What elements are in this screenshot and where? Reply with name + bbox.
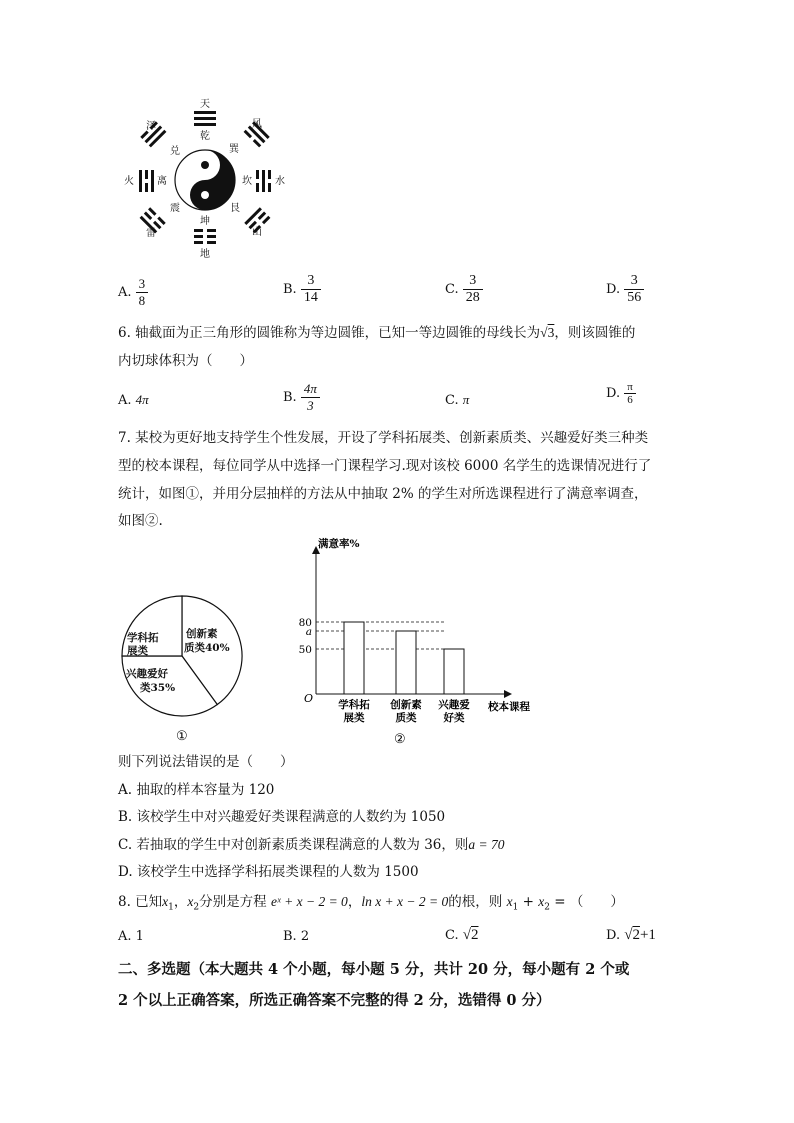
label-kan: 坎 bbox=[242, 176, 252, 187]
fraction: $\frac{3}{8}$ bbox=[136, 276, 149, 309]
pie-label-0-line1: 学科拓 bbox=[127, 632, 159, 644]
bar-2 bbox=[444, 649, 464, 694]
pie-label-0-line2: 展类 bbox=[127, 645, 148, 657]
label-zhen: 震 bbox=[170, 203, 180, 214]
pie-label-2-line2: 类35% bbox=[140, 682, 176, 694]
bar-0 bbox=[344, 622, 364, 694]
q5-option-a[interactable]: A. $\frac{3}{8}$ bbox=[118, 276, 148, 309]
q7-stem-line3: 统计，如图①，并用分层抽样的方法从中抽取 2% 的学生对所选课程进行了满意率调查， bbox=[118, 486, 648, 502]
pie-chart bbox=[118, 594, 248, 744]
q6-option-d[interactable]: D. $\frac{\pi}{6}$ bbox=[606, 381, 636, 406]
fraction: $\frac{3}{28}$ bbox=[463, 273, 483, 306]
pie-label-1-line1: 创新素 bbox=[186, 628, 218, 640]
q8-option-a[interactable]: A. 1 bbox=[118, 929, 144, 944]
bagua-figure bbox=[120, 92, 295, 262]
q5-option-d[interactable]: D. $\frac{3}{56}$ bbox=[606, 273, 644, 306]
category-label-2-line2: 好类 bbox=[443, 712, 465, 724]
label-shan: 山 bbox=[252, 227, 262, 238]
q7-option-d[interactable]: D. 该校学生中选择学科拓展类课程的人数为 1500 bbox=[118, 864, 419, 880]
section-heading-line2: 2 个以上正确答案，所选正确答案不完整的得 2 分，选错得 0 分） bbox=[118, 992, 551, 1009]
pie-label-1-line2: 质类40% bbox=[184, 642, 230, 654]
label-qian: 乾 bbox=[200, 131, 210, 142]
fraction: $\frac{3}{14}$ bbox=[301, 273, 321, 306]
y-tick-label-0: 80 bbox=[298, 617, 312, 629]
label-gen: 艮 bbox=[230, 203, 240, 214]
fraction: $\frac{4\pi}{3}$ bbox=[301, 381, 320, 414]
q8-option-d[interactable]: D. √2+1 bbox=[606, 927, 656, 943]
trigram-li bbox=[139, 170, 154, 192]
q6-option-b[interactable]: B. $\frac{4\pi}{3}$ bbox=[283, 381, 320, 414]
origin-label: O bbox=[304, 692, 314, 705]
fraction: $\frac{\pi}{6}$ bbox=[624, 381, 636, 406]
label-di: 地 bbox=[200, 249, 210, 260]
category-label-1-line1: 创新素 bbox=[390, 699, 422, 711]
q7-question: 则下列说法错误的是（ ） bbox=[118, 754, 294, 770]
pie-caption: ① bbox=[176, 729, 188, 744]
label-ze: 泽 bbox=[146, 121, 156, 132]
q5-option-c[interactable]: C. $\frac{3}{28}$ bbox=[445, 273, 483, 306]
section-heading-line1: 二、多选题（本大题共 4 个小题，每小题 5 分，共计 20 分，每小题有 2 个或 bbox=[118, 961, 630, 978]
x-axis-label: 校本课程 bbox=[488, 701, 530, 713]
q6-stem-line2: 内切球体积为（ ） bbox=[118, 353, 253, 369]
label-shui: 水 bbox=[275, 176, 285, 187]
q6-stem-line1: 6. 轴截面为正三角形的圆锥称为等边圆锥，已知一等边圆锥的母线长为√3，则该圆锥的 bbox=[118, 325, 636, 341]
y-tick-label-2: 50 bbox=[298, 644, 312, 656]
label-lei: 雷 bbox=[146, 228, 156, 239]
q8-stem: 8. 已知$x_1$，$x_2$分别是方程 eˣ + x − 2 = 0，ln x + x − 2 = 0的根，则 $x_1 + x_2$ = （ ） bbox=[118, 894, 624, 913]
bar-1 bbox=[396, 631, 416, 694]
trigram-kun bbox=[194, 229, 216, 244]
trigram-kan bbox=[256, 170, 271, 192]
label-kun: 坤 bbox=[200, 216, 210, 227]
q7-option-a[interactable]: A. 抽取的样本容量为 120 bbox=[118, 782, 275, 798]
q7-option-c[interactable]: C. 若抽取的学生中对创新素质类课程满意的人数为 36，则a = 70 bbox=[118, 837, 505, 853]
q7-option-b[interactable]: B. 该校学生中对兴趣爱好类课程满意的人数约为 1050 bbox=[118, 809, 446, 825]
label-huo: 火 bbox=[124, 176, 134, 187]
category-label-0-line1: 学科拓 bbox=[338, 699, 370, 711]
yin-yang-icon bbox=[175, 150, 235, 210]
fraction: $\frac{3}{56}$ bbox=[624, 273, 644, 306]
category-label-0-line2: 展类 bbox=[343, 712, 365, 724]
q7-stem-line4: 如图②. bbox=[118, 513, 163, 529]
q7-stem-line1: 7. 某校为更好地支持学生个性发展，开设了学科拓展类、创新素质类、兴趣爱好类三种类 bbox=[118, 430, 649, 446]
q6-option-a[interactable]: A. 4π bbox=[118, 392, 149, 408]
bar-chart bbox=[296, 534, 546, 746]
label-tian: 天 bbox=[200, 99, 210, 110]
q7-stem-line2: 型的校本课程，每位同学从中选择一门课程学习.现对该校 6000 名学生的选课情况进行了 bbox=[118, 458, 652, 474]
sqrt-expression: √3 bbox=[540, 325, 555, 340]
q6-option-c[interactable]: C. π bbox=[445, 392, 470, 408]
pie-label-2-line1: 兴趣爱好 bbox=[126, 668, 168, 680]
y-tick-label-1: a bbox=[305, 626, 312, 638]
label-xun: 巽 bbox=[229, 144, 239, 155]
category-label-1-line2: 质类 bbox=[395, 712, 417, 724]
label-feng: 风 bbox=[252, 119, 262, 130]
y-axis-label: 满意率% bbox=[318, 538, 360, 550]
q8-option-b[interactable]: B. 2 bbox=[283, 929, 310, 944]
q5-option-b[interactable]: B. $\frac{3}{14}$ bbox=[283, 273, 321, 306]
bar-caption: ② bbox=[394, 732, 406, 746]
q8-option-c[interactable]: C. √2 bbox=[445, 927, 479, 943]
label-li: 离 bbox=[157, 176, 167, 187]
trigram-qian bbox=[194, 111, 216, 126]
label-dui: 兑 bbox=[170, 146, 180, 157]
category-label-2-line1: 兴趣爱 bbox=[438, 699, 470, 711]
